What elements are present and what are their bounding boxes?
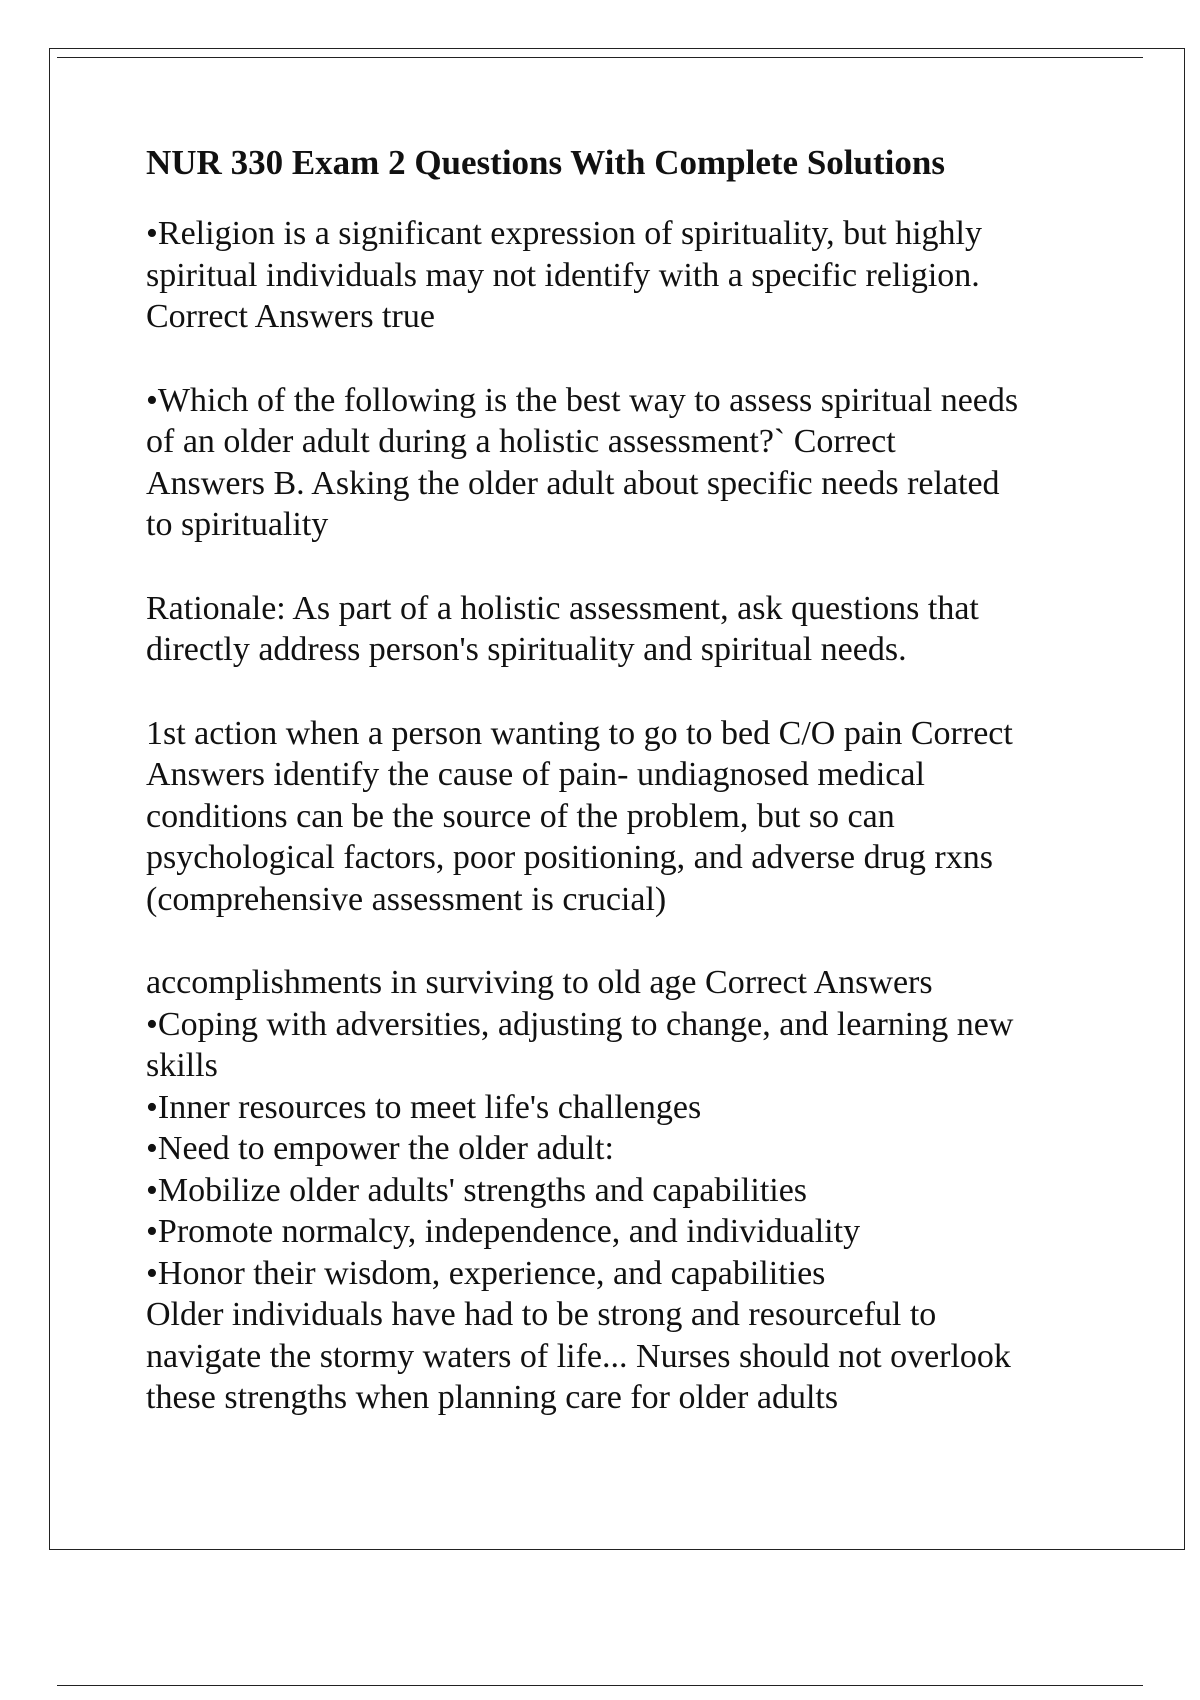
- text-line: spiritual individuals may not identify with a specific religion.: [146, 256, 980, 294]
- document-body: [146, 142, 1106, 1419]
- text-line: •Mobilize older adults' strengths and capabilities: [146, 1171, 808, 1209]
- paragraph-spiritual-needs: [146, 380, 1106, 546]
- text-line: •Honor their wisdom, experience, and capabilities: [146, 1254, 826, 1292]
- text-line: these strengths when planning care for older adults: [146, 1379, 839, 1416]
- text-line: •Need to empower the older adult:: [146, 1130, 614, 1167]
- footer-rule: [57, 1685, 1143, 1686]
- text-line: 1st action when a person wanting to go to bed C/O pain Correct: [146, 714, 1013, 752]
- text-line: directly address person's spirituality and spiritual needs.: [146, 631, 907, 668]
- text-line: •Coping with adversities, adjusting to change, and learning new: [146, 1005, 1014, 1043]
- text-line: Answers identify the cause of pain- undiagnosed medical: [146, 756, 925, 793]
- paragraph-rationale: [146, 588, 1106, 671]
- text-line: •Which of the following is the best way to assess spiritual needs: [146, 381, 1019, 419]
- text-line: •Religion is a significant expression of spirituality, but highly: [146, 215, 982, 252]
- text-line: of an older adult during a holistic assessment?` Correct: [146, 423, 896, 460]
- text-line: (comprehensive assessment is crucial): [146, 880, 667, 918]
- header-rule: [57, 57, 1143, 58]
- text-line: •Promote normalcy, independence, and individuality: [146, 1213, 861, 1250]
- text-line: to spirituality: [146, 506, 329, 543]
- text-line: navigate the stormy waters of life... Nurses should not overlook: [146, 1337, 1011, 1375]
- text-line: Correct Answers true: [146, 298, 435, 335]
- document-title: NUR 330 Exam 2 Questions With Complete Solutions: [146, 143, 945, 182]
- text-line: psychological factors, poor positioning, and adverse drug rxns: [146, 839, 993, 876]
- paragraph-accomplishments: [146, 962, 1106, 1419]
- paragraph-pain-action: [146, 713, 1106, 921]
- text-line: •Inner resources to meet life's challenges: [146, 1088, 702, 1126]
- text-line: Older individuals have had to be strong and resourceful to: [146, 1296, 937, 1333]
- text-line: Answers B. Asking the older adult about specific needs related: [146, 464, 1000, 502]
- paragraph-religion: [146, 213, 1106, 338]
- text-line: Rationale: As part of a holistic assessment, ask questions that: [146, 589, 979, 627]
- text-line: conditions can be the source of the problem, but so can: [146, 797, 895, 835]
- text-line: accomplishments in surviving to old age Correct Answers: [146, 964, 933, 1001]
- text-line: skills: [146, 1047, 218, 1084]
